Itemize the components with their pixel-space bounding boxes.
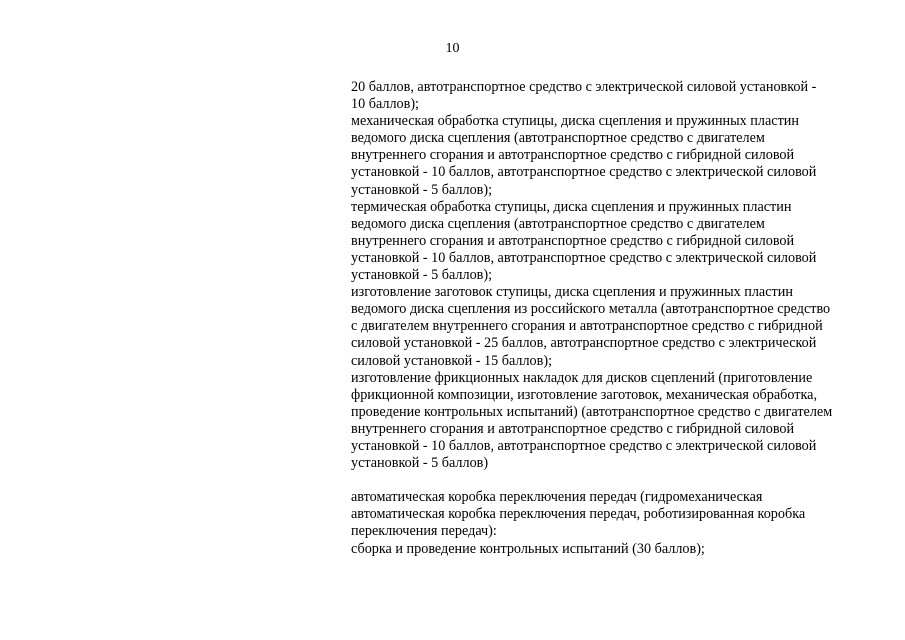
text-line: силовой установкой - 25 баллов, автотранспортное средство с электрической	[351, 335, 817, 352]
text-line: 10 баллов);	[351, 96, 419, 113]
document-body	[351, 79, 871, 558]
text-line: внутреннего сгорания и автотранспортное средство с гибридной силовой	[351, 420, 795, 437]
text-line: проведение контрольных испытаний) (автотранспортное средство с двигателем	[351, 403, 833, 420]
paragraph-gap	[351, 472, 871, 489]
text-line: сборка и проведение контрольных испытаний (30 баллов);	[351, 540, 705, 557]
text-line: переключения передач):	[351, 523, 497, 540]
text-line: с двигателем внутреннего сгорания и автотранспортное средство с гибридной	[351, 318, 823, 335]
text-line: механическая обработка ступицы, диска сцепления и пружинных пластин	[351, 113, 799, 130]
page-number	[0, 40, 905, 57]
text-line: установкой - 5 баллов);	[351, 181, 493, 198]
text-line: установкой - 5 баллов);	[351, 267, 493, 284]
text-line: ведомого диска сцепления (автотранспортное средство с двигателем	[351, 215, 765, 232]
text-line: фрикционной композиции, изготовление заготовок, механическая обработка,	[351, 386, 818, 403]
text-line: 20 баллов, автотранспортное средство с электрической силовой установкой -	[351, 79, 817, 95]
text-line: изготовление заготовок ступицы, диска сцепления и пружинных пластин	[351, 284, 793, 301]
text-line: ведомого диска сцепления из российского металла (автотранспортное средство	[351, 301, 831, 318]
page-number-text: 10	[445, 41, 460, 56]
text-line: установкой - 10 баллов, автотранспортное средство с электрической силовой	[351, 164, 817, 181]
text-line: силовой установкой - 15 баллов);	[351, 352, 553, 369]
text-line: установкой - 10 баллов, автотранспортное средство с электрической силовой	[351, 437, 817, 454]
text-line: автоматическая коробка переключения передач, роботизированная коробка	[351, 506, 806, 523]
text-line: установкой - 10 баллов, автотранспортное средство с электрической силовой	[351, 249, 817, 266]
text-line: внутреннего сгорания и автотранспортное средство с гибридной силовой	[351, 147, 795, 164]
text-line: автоматическая коробка переключения передач (гидромеханическая	[351, 489, 763, 506]
text-line: ведомого диска сцепления (автотранспортное средство с двигателем	[351, 130, 765, 147]
text-line: установкой - 5 баллов)	[351, 455, 489, 472]
text-line: изготовление фрикционных накладок для дисков сцеплений (приготовление	[351, 369, 813, 386]
text-line: внутреннего сгорания и автотранспортное средство с гибридной силовой	[351, 232, 795, 249]
text-line: термическая обработка ступицы, диска сцепления и пружинных пластин	[351, 198, 792, 215]
